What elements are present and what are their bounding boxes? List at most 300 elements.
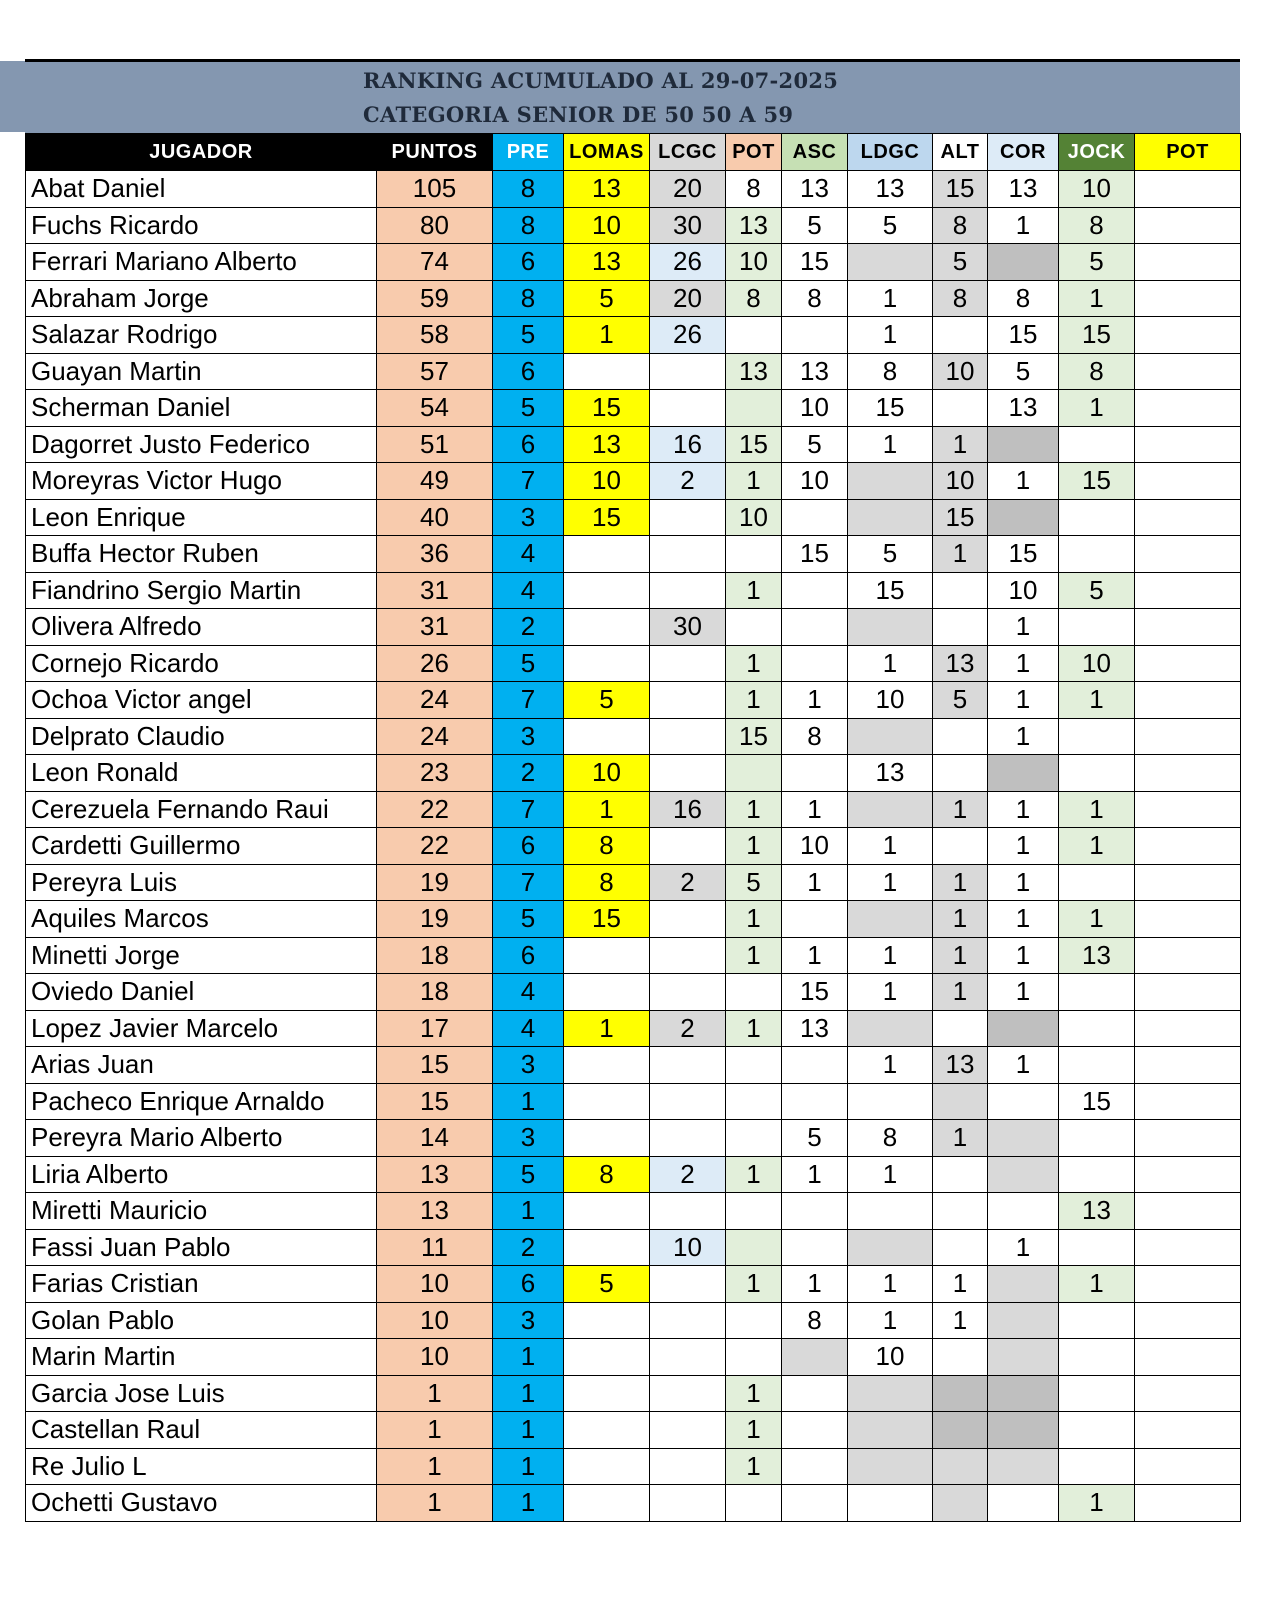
cell-puntos: 1 [377,1375,493,1412]
cell-lomas: 13 [564,171,650,208]
cell-cor: 1 [988,901,1059,938]
cell-ldgc: 1 [848,280,933,317]
cell-lomas: 13 [564,426,650,463]
cell-cor [988,1412,1059,1449]
cell-jugador: Buffa Hector Ruben [26,536,377,573]
cell-asc: 8 [782,718,848,755]
cell-jock [1059,1010,1135,1047]
cell-alt: 10 [933,353,988,390]
cell-asc [782,1083,848,1120]
cell-cor: 1 [988,1047,1059,1084]
cell-pre: 2 [493,755,564,792]
cell-pot: 15 [726,718,782,755]
cell-pre: 3 [493,1302,564,1339]
cell-pot: 10 [726,499,782,536]
cell-alt [933,572,988,609]
cell-lcgc [650,1448,726,1485]
cell-alt [933,1339,988,1376]
cell-pre: 5 [493,390,564,427]
cell-pre: 5 [493,317,564,354]
cell-lomas: 5 [564,682,650,719]
cell-pot-final [1135,609,1241,646]
cell-ldgc [848,791,933,828]
cell-pot-final [1135,1156,1241,1193]
cell-pot-final [1135,463,1241,500]
cell-ldgc: 1 [848,1047,933,1084]
cell-pre: 7 [493,864,564,901]
cell-pot-final [1135,572,1241,609]
cell-pot-final [1135,864,1241,901]
cell-jock [1059,536,1135,573]
cell-lcgc: 2 [650,1010,726,1047]
cell-lcgc [650,1193,726,1230]
cell-lcgc [650,1047,726,1084]
cell-alt: 1 [933,937,988,974]
cell-pot [726,1083,782,1120]
cell-lcgc [650,1302,726,1339]
cell-pre: 4 [493,974,564,1011]
cell-asc: 13 [782,1010,848,1047]
table-row [26,1412,1241,1449]
cell-puntos: 19 [377,901,493,938]
cell-alt: 1 [933,791,988,828]
cell-ldgc: 1 [848,937,933,974]
cell-pre: 6 [493,828,564,865]
cell-ldgc [848,1083,933,1120]
cell-pot-final [1135,1010,1241,1047]
left-accent-band [0,61,25,132]
table-row [26,1193,1241,1230]
header-row [26,134,1241,171]
cell-pot: 1 [726,1010,782,1047]
cell-lcgc: 26 [650,317,726,354]
cell-asc: 5 [782,426,848,463]
cell-pre: 1 [493,1083,564,1120]
cell-cor: 1 [988,974,1059,1011]
table-row [26,1156,1241,1193]
table-row [26,609,1241,646]
cell-jugador: Moreyras Victor Hugo [26,463,377,500]
cell-lcgc [650,572,726,609]
cell-alt: 1 [933,1266,988,1303]
col-header-pre: PRE [493,134,564,171]
cell-lomas [564,536,650,573]
cell-cor [988,1485,1059,1522]
cell-ldgc: 1 [848,317,933,354]
cell-asc: 1 [782,1266,848,1303]
cell-pot: 1 [726,682,782,719]
cell-jugador: Ferrari Mariano Alberto [26,244,377,281]
cell-alt [933,1010,988,1047]
cell-pot-final [1135,1266,1241,1303]
cell-lcgc [650,1083,726,1120]
cell-lcgc [650,718,726,755]
cell-jugador: Oviedo Daniel [26,974,377,1011]
cell-cor [988,499,1059,536]
cell-lomas: 10 [564,463,650,500]
cell-pot [726,1229,782,1266]
cell-ldgc: 1 [848,426,933,463]
cell-jugador: Abraham Jorge [26,280,377,317]
cell-jock [1059,864,1135,901]
cell-alt: 13 [933,1047,988,1084]
cell-ldgc: 1 [848,974,933,1011]
cell-jock: 1 [1059,390,1135,427]
cell-lomas [564,974,650,1011]
ranking-table [25,133,1241,1522]
cell-lcgc [650,1412,726,1449]
cell-jugador: Liria Alberto [26,1156,377,1193]
table-row [26,1266,1241,1303]
cell-pot [726,536,782,573]
cell-lcgc [650,974,726,1011]
cell-asc [782,317,848,354]
cell-jugador: Re Julio L [26,1448,377,1485]
cell-alt: 1 [933,864,988,901]
cell-jock: 1 [1059,901,1135,938]
cell-pot-final [1135,317,1241,354]
cell-lomas [564,353,650,390]
cell-pot-final [1135,1047,1241,1084]
cell-alt [933,1229,988,1266]
cell-puntos: 1 [377,1485,493,1522]
cell-asc [782,645,848,682]
cell-cor: 1 [988,207,1059,244]
cell-pot: 1 [726,1156,782,1193]
cell-pot-final [1135,828,1241,865]
cell-pot-final [1135,901,1241,938]
cell-cor [988,1193,1059,1230]
cell-lcgc [650,755,726,792]
cell-jock: 15 [1059,463,1135,500]
cell-alt: 1 [933,536,988,573]
cell-jock [1059,1339,1135,1376]
cell-puntos: 36 [377,536,493,573]
cell-alt: 1 [933,901,988,938]
cell-pot-final [1135,1229,1241,1266]
cell-pot-final [1135,645,1241,682]
cell-pot [726,1339,782,1376]
cell-lcgc [650,353,726,390]
table-row [26,244,1241,281]
table-row [26,280,1241,317]
cell-jock [1059,1156,1135,1193]
cell-asc: 1 [782,682,848,719]
table-row [26,1083,1241,1120]
cell-ldgc: 15 [848,572,933,609]
cell-asc [782,1193,848,1230]
table-row [26,463,1241,500]
table-row [26,828,1241,865]
cell-asc: 5 [782,1120,848,1157]
cell-jock: 15 [1059,317,1135,354]
cell-pot-final [1135,1120,1241,1157]
cell-asc [782,1448,848,1485]
cell-pot-final [1135,1448,1241,1485]
cell-ldgc [848,463,933,500]
cell-lomas: 8 [564,1156,650,1193]
cell-jugador: Ochetti Gustavo [26,1485,377,1522]
cell-jock: 10 [1059,645,1135,682]
cell-jock [1059,1302,1135,1339]
cell-ldgc: 13 [848,755,933,792]
cell-pot [726,1485,782,1522]
cell-cor: 10 [988,572,1059,609]
cell-lcgc [650,645,726,682]
table-row [26,791,1241,828]
cell-puntos: 59 [377,280,493,317]
cell-jugador: Lopez Javier Marcelo [26,1010,377,1047]
cell-jock: 8 [1059,353,1135,390]
cell-asc: 10 [782,463,848,500]
cell-pot-final [1135,1083,1241,1120]
cell-lomas: 8 [564,864,650,901]
col-header-asc: ASC [782,134,848,171]
cell-asc [782,499,848,536]
table-row [26,864,1241,901]
cell-alt: 1 [933,974,988,1011]
cell-alt: 15 [933,499,988,536]
cell-jugador: Salazar Rodrigo [26,317,377,354]
cell-pot: 13 [726,207,782,244]
cell-lcgc [650,901,726,938]
cell-lcgc [650,536,726,573]
cell-asc [782,1047,848,1084]
cell-lcgc: 2 [650,864,726,901]
cell-asc [782,755,848,792]
cell-lcgc [650,828,726,865]
cell-ldgc [848,499,933,536]
cell-cor: 1 [988,1229,1059,1266]
cell-jock: 5 [1059,244,1135,281]
cell-cor [988,1375,1059,1412]
cell-jock: 13 [1059,1193,1135,1230]
cell-jock: 1 [1059,828,1135,865]
col-header-jugador: JUGADOR [26,134,377,171]
cell-jugador: Abat Daniel [26,171,377,208]
cell-lomas: 15 [564,499,650,536]
cell-puntos: 1 [377,1448,493,1485]
cell-pre: 1 [493,1448,564,1485]
cell-pre: 1 [493,1193,564,1230]
cell-cor: 1 [988,463,1059,500]
cell-jock [1059,426,1135,463]
cell-pot: 1 [726,1375,782,1412]
col-header-pot-final: POT [1135,134,1241,171]
cell-ldgc [848,1412,933,1449]
cell-pot-final [1135,426,1241,463]
cell-ldgc: 1 [848,1266,933,1303]
cell-jugador: Olivera Alfredo [26,609,377,646]
cell-ldgc: 8 [848,1120,933,1157]
cell-ldgc [848,1448,933,1485]
cell-puntos: 31 [377,609,493,646]
cell-jugador: Pereyra Luis [26,864,377,901]
cell-jugador: Garcia Jose Luis [26,1375,377,1412]
cell-jugador: Ochoa Victor angel [26,682,377,719]
cell-lomas [564,1448,650,1485]
cell-lomas [564,1375,650,1412]
cell-puntos: 26 [377,645,493,682]
cell-asc: 13 [782,353,848,390]
cell-jugador: Arias Juan [26,1047,377,1084]
cell-jock: 1 [1059,791,1135,828]
cell-pre: 6 [493,1266,564,1303]
cell-lomas: 1 [564,791,650,828]
cell-cor: 1 [988,791,1059,828]
cell-puntos: 14 [377,1120,493,1157]
cell-lomas: 15 [564,901,650,938]
col-header-jock: JOCK [1059,134,1135,171]
cell-pot [726,609,782,646]
cell-jugador: Cerezuela Fernando Raui [26,791,377,828]
cell-asc [782,1485,848,1522]
cell-pot [726,1302,782,1339]
cell-alt: 5 [933,682,988,719]
cell-pre: 5 [493,645,564,682]
cell-ldgc [848,1485,933,1522]
cell-lomas: 8 [564,828,650,865]
cell-ldgc [848,1010,933,1047]
cell-lomas: 1 [564,317,650,354]
cell-lcgc [650,1485,726,1522]
cell-pot [726,1193,782,1230]
cell-alt: 5 [933,244,988,281]
cell-pot: 1 [726,901,782,938]
cell-jock [1059,1448,1135,1485]
cell-cor [988,244,1059,281]
cell-pot-final [1135,244,1241,281]
cell-puntos: 11 [377,1229,493,1266]
cell-alt: 1 [933,426,988,463]
col-header-alt: ALT [933,134,988,171]
cell-jock [1059,609,1135,646]
cell-puntos: 24 [377,718,493,755]
cell-alt [933,718,988,755]
cell-lcgc [650,1339,726,1376]
cell-alt [933,755,988,792]
table-row [26,499,1241,536]
cell-lcgc: 20 [650,171,726,208]
cell-pre: 8 [493,207,564,244]
cell-jugador: Dagorret Justo Federico [26,426,377,463]
cell-pre: 3 [493,1047,564,1084]
cell-cor: 1 [988,864,1059,901]
cell-asc: 13 [782,171,848,208]
cell-jugador: Cornejo Ricardo [26,645,377,682]
cell-jock [1059,1375,1135,1412]
cell-cor [988,1448,1059,1485]
cell-asc [782,1339,848,1376]
cell-alt [933,1193,988,1230]
cell-cor: 13 [988,171,1059,208]
cell-puntos: 17 [377,1010,493,1047]
cell-jugador: Fuchs Ricardo [26,207,377,244]
cell-puntos: 40 [377,499,493,536]
cell-pot: 1 [726,828,782,865]
cell-asc: 15 [782,974,848,1011]
cell-pot [726,317,782,354]
cell-pot-final [1135,791,1241,828]
cell-puntos: 49 [377,463,493,500]
cell-jock [1059,1412,1135,1449]
cell-pre: 7 [493,791,564,828]
cell-cor: 1 [988,937,1059,974]
cell-pot-final [1135,682,1241,719]
cell-jock: 15 [1059,1083,1135,1120]
cell-lcgc: 30 [650,207,726,244]
cell-asc: 10 [782,390,848,427]
cell-lomas [564,1339,650,1376]
cell-jock: 8 [1059,207,1135,244]
cell-puntos: 13 [377,1193,493,1230]
table-row [26,1120,1241,1157]
table-row [26,718,1241,755]
cell-pre: 1 [493,1339,564,1376]
cell-alt [933,390,988,427]
cell-asc: 1 [782,864,848,901]
cell-alt: 1 [933,1120,988,1157]
cell-alt: 1 [933,1302,988,1339]
cell-asc: 1 [782,791,848,828]
cell-ldgc: 1 [848,828,933,865]
cell-alt [933,1375,988,1412]
cell-lomas: 1 [564,1010,650,1047]
cell-pot: 8 [726,171,782,208]
cell-ldgc [848,1193,933,1230]
cell-lcgc [650,937,726,974]
table-row [26,1010,1241,1047]
cell-cor [988,1120,1059,1157]
cell-alt [933,1156,988,1193]
cell-pot [726,755,782,792]
cell-jugador: Delprato Claudio [26,718,377,755]
cell-alt [933,1448,988,1485]
cell-jock [1059,718,1135,755]
cell-lomas [564,572,650,609]
cell-jock [1059,755,1135,792]
cell-puntos: 10 [377,1339,493,1376]
cell-pot-final [1135,1485,1241,1522]
cell-puntos: 13 [377,1156,493,1193]
cell-puntos: 10 [377,1266,493,1303]
cell-jock: 1 [1059,1266,1135,1303]
cell-pot-final [1135,499,1241,536]
cell-pot: 15 [726,426,782,463]
cell-cor: 1 [988,828,1059,865]
cell-jugador: Leon Enrique [26,499,377,536]
cell-puntos: 18 [377,974,493,1011]
cell-cor: 1 [988,645,1059,682]
cell-jock [1059,974,1135,1011]
cell-lcgc [650,1375,726,1412]
cell-alt: 13 [933,645,988,682]
table-row [26,645,1241,682]
cell-puntos: 58 [377,317,493,354]
cell-lomas [564,1047,650,1084]
col-header-lomas: LOMAS [564,134,650,171]
cell-pot-final [1135,937,1241,974]
cell-asc [782,572,848,609]
cell-jock [1059,1120,1135,1157]
cell-pot [726,974,782,1011]
cell-jugador: Fiandrino Sergio Martin [26,572,377,609]
cell-pre: 8 [493,280,564,317]
cell-ldgc: 1 [848,1156,933,1193]
cell-puntos: 18 [377,937,493,974]
cell-puntos: 54 [377,390,493,427]
cell-ldgc [848,609,933,646]
